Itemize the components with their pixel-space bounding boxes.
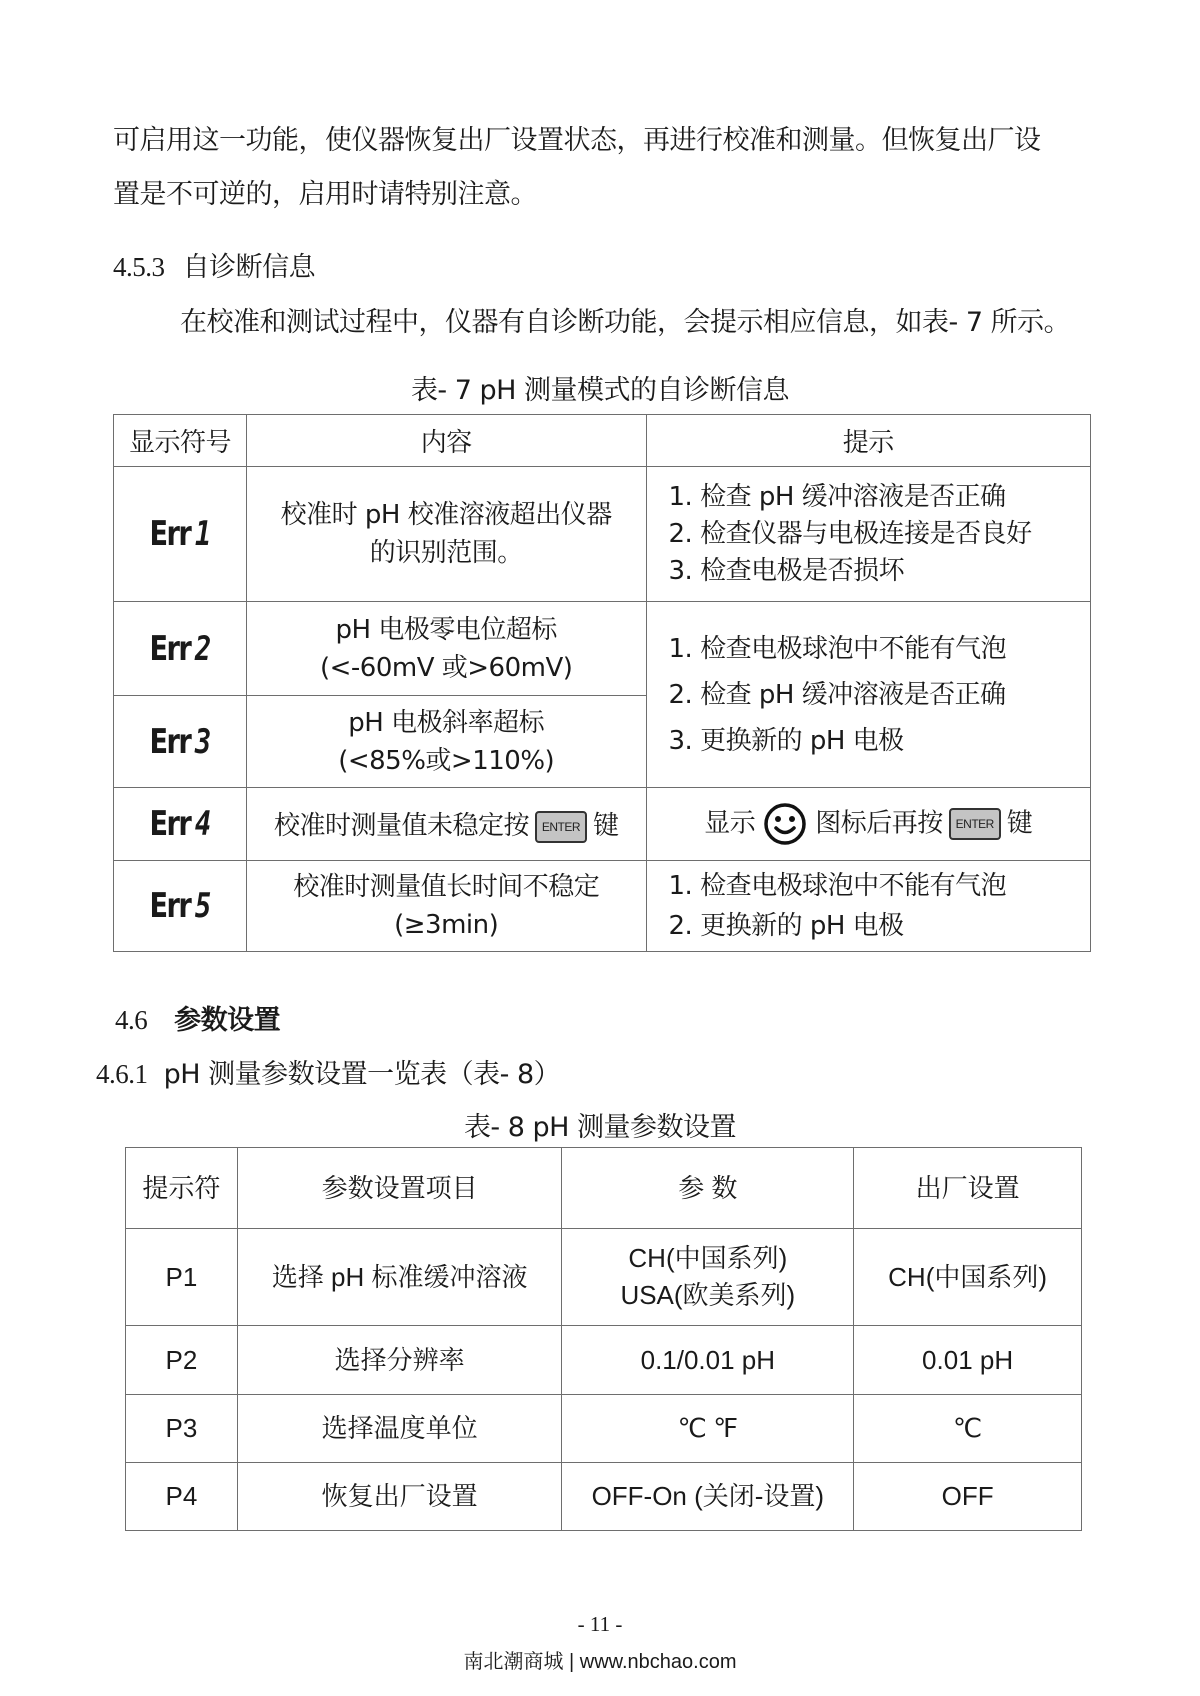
section-title: 参数设置 [174, 1005, 281, 1036]
table8-caption: 表- 8 pH 测量参数设置 [463, 1112, 737, 1143]
enter-key-icon: ENTER [535, 811, 587, 843]
section-paragraph: 在校准和测试过程中，仪器有自诊断功能，会提示相应信息，如表- 7 所示。 [180, 307, 1071, 338]
section-heading-4-5-3 [113, 245, 315, 284]
param-default: ℃ [854, 1395, 1082, 1463]
section-number: 4.5.3 [113, 252, 165, 282]
err-code: Err 1 [149, 514, 211, 554]
param-values [562, 1229, 854, 1326]
hint-line: 1. 检查电极球泡中不能有气泡 [668, 871, 1007, 901]
err-content-cell [246, 788, 646, 861]
footer-site: 南北潮商城 | www.nbchao.com [463, 1651, 737, 1673]
content-text: 键 [592, 811, 619, 842]
param-value-line: CH(中国系列) [628, 1243, 788, 1273]
param-default: CH(中国系列) [854, 1229, 1082, 1326]
table-row-err2 [114, 602, 1091, 696]
content-line: pH 电极零电位超标 [335, 614, 557, 645]
content-text: 校准时测量值未稳定按 [273, 811, 529, 842]
section-number: 4.6.1 [96, 1059, 148, 1089]
table8-parameter-settings [125, 1147, 1082, 1531]
hint-line: 2. 检查 pH 缓冲溶液是否正确 [668, 679, 1006, 710]
table7-self-diagnosis [113, 414, 1091, 952]
hint-line: 3. 检查电极是否损坏 [668, 555, 905, 586]
section-heading-4-6 [115, 998, 280, 1037]
param-values: 0.1/0.01 pH [562, 1326, 854, 1395]
err-content-cell [246, 467, 646, 602]
err-code-cell [114, 467, 247, 602]
intro-line-2: 置是不可逆的，启用时请特别注意。 [113, 179, 537, 210]
header-hint: 提示 [646, 415, 1091, 467]
hint-line: 1. 检查电极球泡中不能有气泡 [668, 633, 1007, 664]
content-line: (<-60mV 或>60mV) [320, 652, 573, 683]
err-hint-cell [646, 788, 1091, 861]
header-content: 内容 [246, 415, 646, 467]
err-code-cell [114, 861, 247, 952]
table-row-p3 [126, 1395, 1082, 1463]
err-hint-cell [646, 861, 1091, 952]
param-item: 选择 pH 标准缓冲溶液 [237, 1229, 562, 1326]
hint-line: 2. 更换新的 pH 电极 [668, 911, 904, 941]
smiley-icon [763, 802, 807, 846]
param-code: P1 [126, 1229, 238, 1326]
content-line: 校准时 pH 校准溶液超出仪器 [280, 500, 612, 530]
param-value-line: USA(欧美系列) [620, 1280, 796, 1310]
hint-text: 图标后再按 [815, 808, 943, 839]
content-line: (<85%或>110%) [338, 745, 555, 776]
section-heading-4-6-1 [96, 1052, 560, 1091]
err-code: Err 5 [149, 886, 211, 926]
param-default: OFF [854, 1463, 1082, 1531]
header-factory-default: 出厂设置 [854, 1148, 1082, 1229]
content-line: (≥3min) [394, 910, 499, 940]
section-title: 自诊断信息 [182, 252, 316, 283]
param-code: P3 [126, 1395, 238, 1463]
param-code: P2 [126, 1326, 238, 1395]
table-row-p4 [126, 1463, 1082, 1531]
content-line: 校准时测量值长时间不稳定 [293, 872, 600, 902]
content-line: pH 电极斜率超标 [348, 707, 545, 738]
table-header-row [114, 415, 1091, 467]
table-row-p2 [126, 1326, 1082, 1395]
table-header-row [126, 1148, 1082, 1229]
page-number: - 11 - [577, 1612, 623, 1636]
err-code-cell [114, 602, 247, 696]
table-row-err1 [114, 467, 1091, 602]
param-default: 0.01 pH [854, 1326, 1082, 1395]
param-item: 恢复出厂设置 [237, 1463, 562, 1531]
err-code-cell [114, 696, 247, 788]
param-values: OFF-On (关闭-设置) [562, 1463, 854, 1531]
section-title: pH 测量参数设置一览表（表- 8） [163, 1059, 561, 1090]
hint-line: 2. 检查仪器与电极连接是否良好 [668, 518, 1032, 549]
header-display-symbol: 显示符号 [114, 415, 247, 467]
hint-text: 显示 [704, 808, 756, 839]
param-code: P4 [126, 1463, 238, 1531]
param-item: 选择分辨率 [237, 1326, 562, 1395]
table-row-err5 [114, 861, 1091, 952]
err-hint-cell-shared [646, 602, 1091, 788]
intro-line-1: 可启用这一功能，使仪器恢复出厂设置状态，再进行校准和测量。但恢复出厂设 [113, 125, 1041, 156]
param-values: ℃ ℉ [562, 1395, 854, 1463]
err-content-cell [246, 602, 646, 696]
hint-text: 键 [1006, 808, 1033, 839]
table-row-p1 [126, 1229, 1082, 1326]
err-content-cell [246, 861, 646, 952]
param-item: 选择温度单位 [237, 1395, 562, 1463]
table-row-err4 [114, 788, 1091, 861]
section-number: 4.6 [115, 1005, 148, 1035]
hint-line: 3. 更换新的 pH 电极 [668, 725, 904, 756]
enter-key-icon: ENTER [949, 808, 1001, 840]
content-line: 的识别范围。 [369, 538, 523, 568]
err-content-cell [246, 696, 646, 788]
header-prompt: 提示符 [126, 1148, 238, 1229]
header-parameters: 参 数 [562, 1148, 854, 1229]
err-code: Err 4 [149, 804, 211, 844]
hint-line: 1. 检查 pH 缓冲溶液是否正确 [668, 481, 1006, 512]
err-code-cell [114, 788, 247, 861]
table7-caption: 表- 7 pH 测量模式的自诊断信息 [410, 375, 790, 406]
err-code: Err 2 [149, 628, 211, 669]
header-setting-item: 参数设置项目 [237, 1148, 562, 1229]
err-hint-cell [646, 467, 1091, 602]
err-code: Err 3 [149, 721, 211, 762]
